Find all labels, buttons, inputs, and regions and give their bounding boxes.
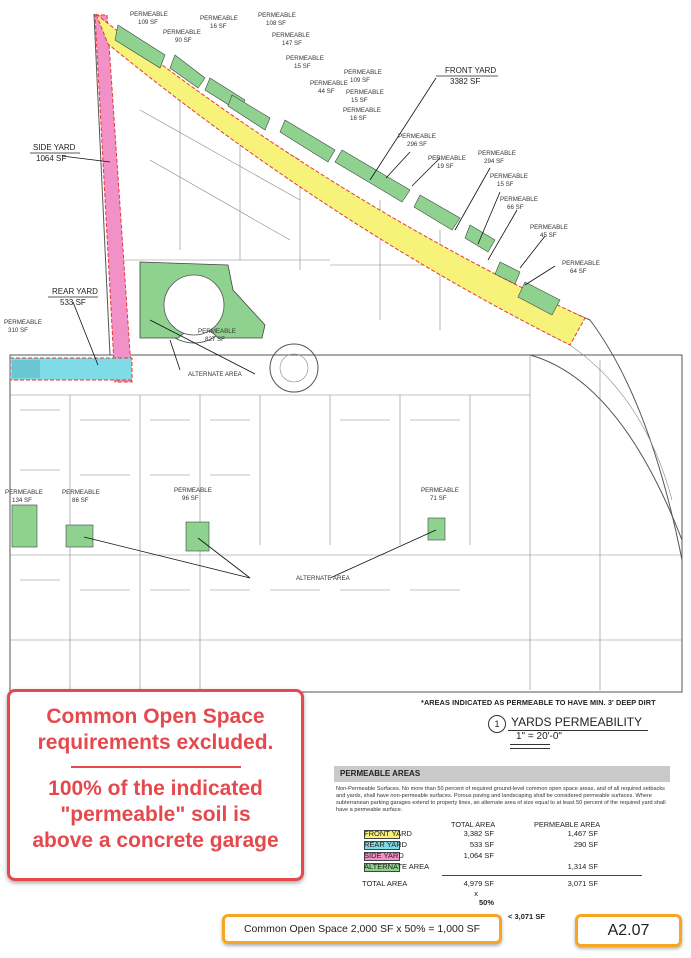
perm-label-sf: 296 SF (407, 141, 427, 148)
table-row (338, 851, 668, 862)
perm-label-title: PERMEABLE (4, 319, 42, 326)
col-permeable-header: PERMEABLE AREA (534, 820, 601, 829)
exclusion-callout (7, 689, 304, 881)
perm-label-sf: 109 SF (138, 19, 158, 26)
row-total: 1,064 SF (463, 851, 494, 860)
callout-line-5: above a concrete garage (32, 829, 279, 852)
perm-label-sf: 64 SF (570, 268, 587, 275)
perm-label-title: PERMEABLE (200, 15, 238, 22)
permeable-note: *AREAS INDICATED AS PERMEABLE TO HAVE MIN. 3' DEEP DIRT (421, 698, 656, 707)
table-row (338, 829, 668, 840)
perm-label-title: PERMEABLE (258, 12, 296, 19)
drawing-scale: 1" = 20'-0" (516, 731, 562, 742)
perm-label-sf: 15 SF (351, 97, 368, 104)
perm-label-title: PERMEABLE (478, 150, 516, 157)
drawing-number: 1 (488, 715, 506, 733)
permeable-areas-description: Non-Permeable Surfaces. No more than 50 percent of required ground-level common open space areas, and of all required setbacks and yards, shall have non-permeable surfaces. Porous paving and landscaping shall be considered permeable surfaces. Where subterranean parking garages extend to property lines, an alternate area of size equal to at least 50 percent of the required yard shall have a permeable surface. (336, 786, 666, 813)
perm-label-title: PERMEABLE (428, 155, 466, 162)
perm-label-title: PERMEABLE (310, 80, 348, 87)
perm-label-title: PERMEABLE (286, 55, 324, 62)
callout-line-1: Common Open Space (46, 705, 265, 728)
callout-line-4: "permeable" soil is (60, 803, 251, 826)
callout-line-3: 100% of the indicated (48, 777, 263, 800)
perm-label-sf: 108 SF (266, 20, 286, 27)
row-name: ALTERNATE AREA (364, 862, 430, 871)
alternate-area-label: ALTERNATE AREA (296, 575, 350, 582)
alternate-patch-1 (12, 505, 37, 547)
row-name: REAR YARD (364, 840, 408, 849)
perm-label-sf: 86 SF (72, 497, 89, 504)
perm-label-sf: 16 SF (350, 115, 367, 122)
permeable-labels (4, 11, 600, 504)
callout-line-2: requirements excluded. (37, 731, 274, 754)
perm-label-title: PERMEABLE (272, 32, 310, 39)
side-yard-area (95, 15, 132, 382)
permeable-areas-heading: PERMEABLE AREAS (340, 769, 421, 778)
perm-label-title: PERMEABLE (490, 173, 528, 180)
percent-value: 50% (478, 898, 494, 907)
row-permeable: 290 SF (573, 840, 598, 849)
perm-label-sf: 19 SF (437, 163, 454, 170)
front-yard-title: FRONT YARD (445, 66, 497, 75)
total-label: TOTAL AREA (362, 879, 408, 888)
total-value: 4,979 SF (463, 879, 494, 888)
row-permeable: 1,314 SF (567, 862, 598, 871)
alternate-patch-2 (66, 525, 93, 547)
perm-label-title: PERMEABLE (5, 489, 43, 496)
row-total: 533 SF (469, 840, 494, 849)
table-row (338, 862, 668, 873)
front-yard-sf: 3382 SF (450, 77, 481, 86)
perm-label-title: PERMEABLE (198, 328, 236, 335)
table-row (338, 840, 668, 851)
perm-label-title: PERMEABLE (562, 260, 600, 267)
perm-label-sf: 15 SF (497, 181, 514, 188)
side-yard-sf: 1064 SF (36, 154, 67, 163)
times-sign: x (474, 889, 478, 898)
perm-label-sf: 45 SF (540, 232, 557, 239)
row-name: FRONT YARD (364, 829, 412, 838)
perm-label-sf: 90 SF (175, 37, 192, 44)
total-permeable: 3,071 SF (567, 879, 598, 888)
perm-label-title: PERMEABLE (421, 487, 459, 494)
perm-label-title: PERMEABLE (346, 89, 384, 96)
alternate-area-label: ALTERNATE AREA (188, 371, 242, 378)
perm-label-sf: 294 SF (484, 158, 504, 165)
perm-label-title: PERMEABLE (343, 107, 381, 114)
perm-label-title: PERMEABLE (130, 11, 168, 18)
perm-label-title: PERMEABLE (398, 133, 436, 140)
drawing-name: YARDS PERMEABILITY (511, 715, 643, 729)
percent-row (338, 898, 668, 909)
perm-label-title: PERMEABLE (344, 69, 382, 76)
perm-label-sf: 96 SF (182, 495, 199, 502)
callout-divider (71, 766, 241, 768)
lt-permeable-value: < 3,071 SF (508, 912, 545, 921)
perm-label-sf: 71 SF (430, 495, 447, 502)
scale-bar (510, 744, 550, 749)
perm-label-sf: 109 SF (350, 77, 370, 84)
side-yard-title: SIDE YARD (33, 143, 76, 152)
row-name: SIDE YARD (364, 851, 404, 860)
row-total: 3,382 SF (463, 829, 494, 838)
perm-label-sf: 16 SF (210, 23, 227, 30)
col-total-header: TOTAL AREA (451, 820, 496, 829)
row-permeable: 1,467 SF (567, 829, 598, 838)
rear-yard-sf: 533 SF (60, 298, 86, 307)
perm-label-title: PERMEABLE (163, 29, 201, 36)
total-rule (442, 875, 642, 876)
perm-label-sf: 15 SF (294, 63, 311, 70)
alternate-patch-4 (428, 518, 445, 540)
perm-label-title: PERMEABLE (500, 196, 538, 203)
sheet-number: A2.07 (575, 914, 682, 947)
perm-label-sf: 147 SF (282, 40, 302, 47)
permeable-areas-header (334, 766, 670, 782)
perm-label-sf: 66 SF (507, 204, 524, 211)
perm-label-sf: 134 SF (12, 497, 32, 504)
perm-label-sf: 310 SF (8, 327, 28, 334)
common-open-space-callout: Common Open Space 2,000 SF x 50% = 1,000 SF (222, 914, 502, 944)
rear-yard-title: REAR YARD (52, 287, 98, 296)
perm-label-title: PERMEABLE (62, 489, 100, 496)
alternate-patch-3 (186, 522, 209, 551)
perm-label-title: PERMEABLE (530, 224, 568, 231)
perm-label-sf: 44 SF (318, 88, 335, 95)
perm-label-sf: 827 SF (205, 336, 225, 343)
perm-label-title: PERMEABLE (174, 487, 212, 494)
